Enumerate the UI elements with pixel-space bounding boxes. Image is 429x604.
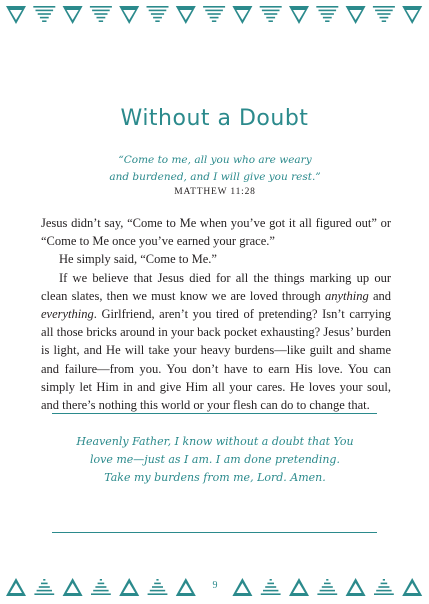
triangle-outline-icon (6, 6, 26, 24)
scripture-reference: MATTHEW 11:28 (174, 187, 256, 197)
scripture-line: and burdened, and I will give you rest.” (109, 171, 321, 183)
body-text: and (368, 288, 391, 303)
triangle-striped-icon (317, 579, 337, 595)
triangle-striped-icon (34, 579, 54, 595)
triangle-outline-icon (119, 578, 139, 596)
scripture-quote (60, 152, 370, 186)
triangle-outline-icon (232, 6, 252, 24)
body-text: If we believe that Jesus died for all the things marking up our clean slates, then we must know we are loved through (41, 270, 391, 303)
triangle-striped-icon (260, 6, 282, 22)
triangle-striped-icon (374, 579, 394, 595)
emphasis-text: everything (41, 307, 94, 322)
body-line: Jesus didn’t say, “Come to Me when you’ve got it all figured out” or (41, 216, 391, 230)
prayer-line: Heavenly Father, I know without a doubt that You (76, 435, 354, 448)
triangle-striped-icon (203, 6, 225, 22)
body-paragraph (41, 269, 391, 415)
divider (52, 532, 377, 533)
triangle-striped-icon (148, 579, 168, 595)
triangle-outline-icon (346, 578, 366, 596)
prayer (50, 433, 380, 487)
body-paragraph (41, 214, 391, 250)
triangle-striped-icon (261, 579, 281, 595)
page-title: Without a Doubt (120, 106, 309, 131)
body-text: . Girlfriend, aren’t you tired of pretending? Isn’t carrying all those bricks around in your back pocket exhausting? Jesus’ burden is light, and He will take your heavy burdens—like guilt and shame and failure—from you. You don’t have to earn His love. You can simply let Him in and give Him all your cares. He loves your soul, and there’s nothing this world or your flesh can do to change that. (41, 307, 391, 413)
triangle-striped-icon (33, 6, 55, 22)
devotional-body (41, 214, 391, 414)
triangle-outline-icon (63, 6, 83, 24)
triangle-striped-icon (147, 6, 169, 22)
prayer-line: Take my burdens from me, Lord. Amen. (104, 471, 326, 484)
divider (52, 413, 377, 414)
prayer-line: love me—just as I am. I am done pretending. (90, 453, 340, 466)
triangle-outline-icon (402, 6, 422, 24)
triangle-striped-icon (91, 579, 111, 595)
scripture-line: “Come to me, all you who are weary (118, 154, 312, 166)
body-paragraph: He simply said, “Come to Me.” (59, 252, 217, 267)
triangle-outline-icon (176, 578, 196, 596)
triangle-outline-icon (289, 6, 309, 24)
triangle-outline-icon (232, 578, 252, 596)
triangle-striped-icon (316, 6, 338, 22)
triangle-outline-icon (176, 6, 196, 24)
page-number: 9 (212, 580, 218, 591)
triangle-outline-icon (402, 578, 422, 596)
triangle-outline-icon (346, 6, 366, 24)
triangle-striped-icon (373, 6, 395, 22)
triangle-outline-icon (6, 578, 26, 596)
top-triangle-border (0, 0, 429, 26)
triangle-outline-icon (119, 6, 139, 24)
emphasis-text: anything (324, 288, 369, 303)
triangle-outline-icon (63, 578, 83, 596)
triangle-outline-icon (289, 578, 309, 596)
triangle-striped-icon (90, 6, 112, 22)
body-line: “Come to Me once you’ve earned your grace.” (41, 234, 275, 249)
